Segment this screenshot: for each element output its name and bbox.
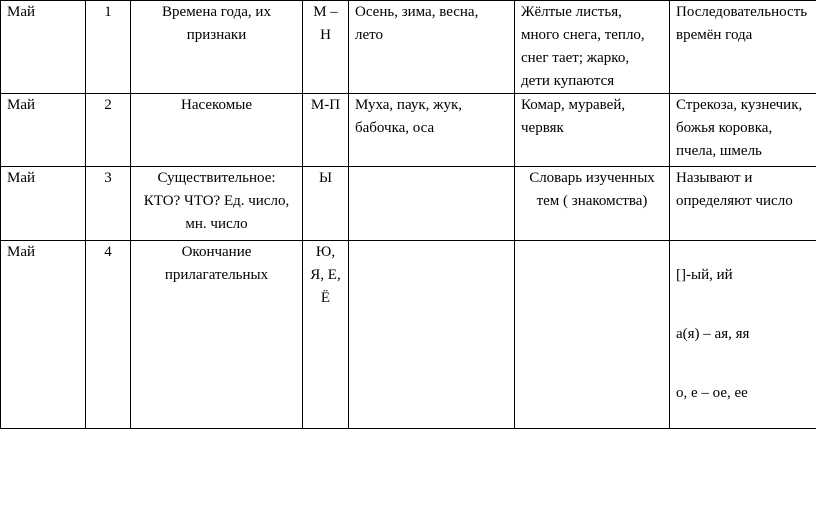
topic-cell: Существительное: КТО? ЧТО? Ед. число, мн. число — [131, 167, 303, 241]
month-cell: Май — [1, 94, 86, 167]
result-cell: Называют и определяют число — [670, 167, 816, 241]
month-cell: Май — [1, 1, 86, 94]
topic-cell: Времена года, их признаки — [131, 1, 303, 94]
month-cell: Май — [1, 167, 86, 241]
result-cell: Стрекоза, кузнечик, божья коровка, пчела, шмель — [670, 94, 816, 167]
table-row — [1, 167, 816, 241]
result-line: а(я) – ая, яя — [676, 326, 750, 342]
examples-cell: Комар, муравей, червяк — [515, 94, 670, 167]
words-cell — [349, 241, 515, 429]
number-cell: 2 — [86, 94, 131, 167]
number-cell: 4 — [86, 241, 131, 429]
topic-cell: Насекомые — [131, 94, 303, 167]
topic-cell: Окончание прилагательных — [131, 241, 303, 429]
words-cell: Муха, паук, жук, бабочка, оса — [349, 94, 515, 167]
examples-cell: Жёлтые листья, много снега, тепло, снег тает; жарко, дети купаются — [515, 1, 670, 94]
result-line: о, е – ое, ее — [676, 385, 748, 401]
result-line: []-ый, ий — [676, 267, 733, 283]
examples-cell: Словарь изученных тем ( знакомства) — [515, 167, 670, 241]
month-cell: Май — [1, 241, 86, 429]
words-cell: Осень, зима, весна, лето — [349, 1, 515, 94]
number-cell: 3 — [86, 167, 131, 241]
words-cell — [349, 167, 515, 241]
letters-cell: М-П — [303, 94, 349, 167]
result-cell — [670, 241, 816, 429]
letters-cell: Ы — [303, 167, 349, 241]
table-row — [1, 1, 816, 94]
table-row — [1, 241, 816, 429]
examples-cell — [515, 241, 670, 429]
letters-cell: М – Н — [303, 1, 349, 94]
number-cell: 1 — [86, 1, 131, 94]
table-row — [1, 94, 816, 167]
letters-cell: Ю, Я, Е, Ё — [303, 241, 349, 429]
result-cell: Последовательность времён года — [670, 1, 816, 94]
